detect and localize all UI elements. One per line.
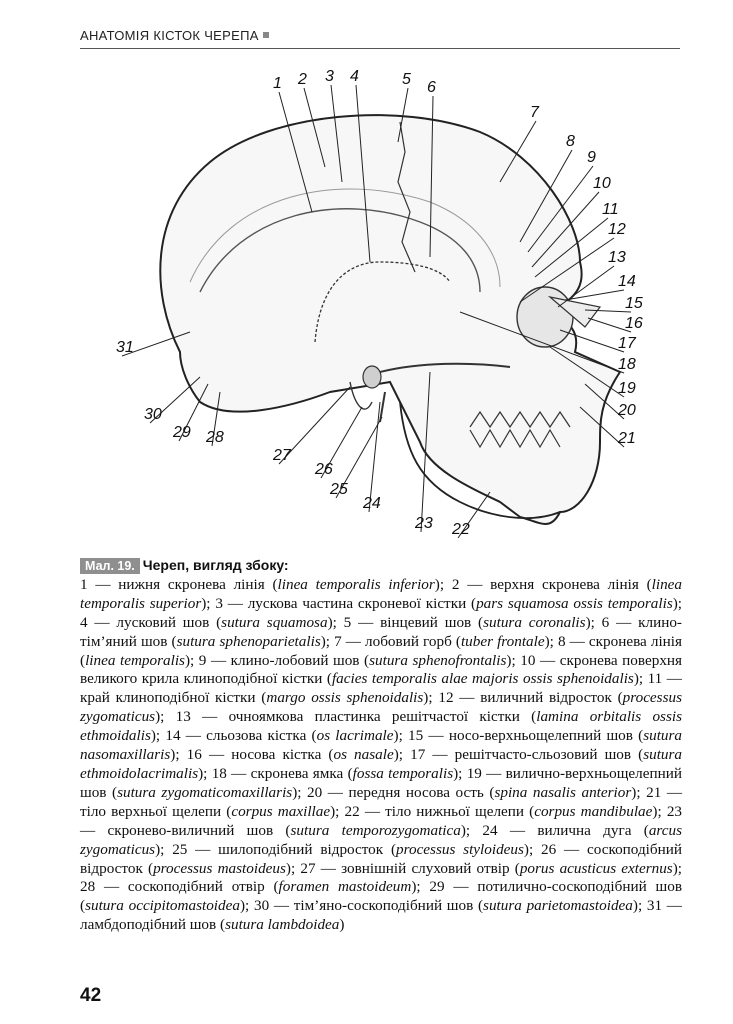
- legend-term-latin: sutura zygomaticomaxillaris: [117, 783, 293, 801]
- legend-separator: );: [330, 802, 345, 820]
- legend-separator: );: [170, 746, 187, 764]
- legend-number: 17: [410, 746, 426, 764]
- legend-separator: );: [155, 840, 173, 858]
- legend-term-ua: — виличний відросток (: [453, 689, 623, 707]
- legend-separator: );: [506, 651, 521, 669]
- legend-separator: );: [393, 746, 411, 764]
- legend-item: [199, 652, 520, 669]
- legend-term-latin: processus zygomaticus: [80, 689, 682, 726]
- styloid-process: [380, 392, 385, 422]
- legend-separator: );: [423, 689, 439, 707]
- legend-number: 31: [646, 897, 663, 915]
- figure-label: 8: [566, 133, 575, 150]
- legend-separator: );: [453, 764, 467, 782]
- legend-number: 25: [172, 840, 188, 858]
- legend-term-ua: — шилоподібний відросток (: [187, 840, 397, 858]
- legend-term-latin: sutura lambdoidea: [225, 916, 340, 934]
- legend-term-latin: sutura coronalis: [483, 613, 586, 631]
- legend-separator: );: [523, 840, 542, 858]
- figure-label: 31: [116, 339, 134, 356]
- figure-label: 5: [402, 71, 411, 88]
- figure-label: 3: [325, 68, 334, 85]
- figure-label: 17: [618, 335, 636, 352]
- legend-item: [187, 746, 410, 763]
- running-head-text: АНАТОМІЯ КІСТОК ЧЕРЕПА: [80, 28, 259, 43]
- legend-term-ua: — верхня скронева лінія (: [459, 575, 652, 593]
- legend-term-ua: — очноямкова пластинка решітчастої кістки (: [190, 708, 537, 726]
- legend-term-ua: — соскоподібний отвір (: [95, 878, 279, 896]
- legend-separator: );: [585, 613, 602, 631]
- figure-label: 23: [415, 515, 433, 532]
- legend-term-ua: — тіло верхньої щелепи (: [80, 783, 683, 820]
- legend-term-ua: — лусковий шов (: [87, 613, 222, 631]
- legend-number: 28: [80, 878, 96, 896]
- running-head-square-icon: [263, 32, 269, 38]
- legend-term-latin: foramen mastoideum: [278, 878, 412, 896]
- legend-separator: );: [184, 651, 199, 669]
- legend-number: 26: [541, 840, 557, 858]
- legend-term-ua: — клино-лобовий шов (: [206, 651, 370, 669]
- legend-item: [254, 897, 647, 914]
- legend-term-latin: os lacrimale: [316, 727, 394, 745]
- running-head: [80, 28, 680, 49]
- legend-separator: );: [155, 708, 176, 726]
- figure-label: 20: [618, 402, 636, 419]
- legend-term-latin: sutura squamosa: [221, 613, 328, 631]
- legend-term-ua: — носо-верхньощелепний шов (: [423, 727, 644, 745]
- legend-term-ua: — нижня скронева лінія (: [87, 575, 278, 593]
- legend-term-latin: corpus maxillae: [231, 802, 331, 820]
- figure-label: 10: [593, 175, 611, 192]
- legend-term-ua: — носова кістка (: [201, 746, 334, 764]
- legend-number: 20: [307, 783, 323, 801]
- legend-number: 11: [647, 670, 663, 688]
- legend-separator: );: [239, 897, 254, 915]
- legend-separator: );: [672, 594, 683, 612]
- legend-item: [80, 614, 344, 631]
- figure-label: 28: [206, 429, 224, 446]
- legend-term-latin: lamina orbitalis ossis ethmoidalis: [80, 708, 682, 745]
- legend-term-ua: — передня носова ость (: [322, 783, 495, 801]
- legend-separator: );: [327, 613, 344, 631]
- legend-separator: );: [460, 821, 483, 839]
- figure-label: 22: [452, 521, 470, 538]
- legend-term-latin: spina nasalis anterior: [494, 783, 632, 801]
- legend-number: 12: [438, 689, 454, 707]
- legend-term-ua: — лобовий горб (: [341, 632, 461, 650]
- legend-term-ua: — вінцевий шов (: [351, 613, 484, 631]
- legend-item: [80, 878, 429, 895]
- legend-number: 30: [253, 897, 270, 915]
- legend-separator: );: [633, 670, 648, 688]
- legend-separator: );: [320, 632, 335, 650]
- legend-term-latin: fossa temporalis: [352, 764, 454, 782]
- figure-label: 6: [427, 79, 436, 96]
- legend-term-ua: — скронева лінія (: [80, 632, 682, 669]
- legend-term-latin: pars squamosa ossis temporalis: [476, 594, 673, 612]
- legend-term-ua: — лускова частина скроневої кістки (: [222, 594, 477, 612]
- legend-term-latin: sutura ethmoidolacrimalis: [80, 746, 683, 782]
- legend-separator: );: [198, 764, 212, 782]
- legend-number: 19: [466, 764, 482, 782]
- figure-label: 12: [608, 221, 626, 238]
- legend-number: 2: [451, 575, 460, 593]
- legend-number: 22: [344, 802, 360, 820]
- legend-separator: );: [434, 575, 452, 593]
- legend-term-latin: os nasale: [333, 746, 394, 764]
- figure-label: 27: [273, 447, 291, 464]
- legend-term-latin: processus styloideus: [396, 840, 524, 858]
- legend-term-ua: — скронево-виличний шов (: [80, 821, 291, 839]
- legend-term-ua: — скронева ямка (: [226, 764, 353, 782]
- legend-separator: );: [393, 727, 409, 745]
- legend-separator: ): [339, 916, 345, 934]
- figure-title: Череп, вигляд збоку:: [142, 557, 289, 573]
- legend-separator: );: [632, 897, 647, 915]
- figure-label: 1: [273, 75, 282, 92]
- legend-term-latin: tuber frontale: [460, 632, 545, 650]
- legend-separator: );: [150, 727, 166, 745]
- figure-label: 18: [618, 356, 636, 373]
- legend-number: 29: [429, 878, 445, 896]
- legend-separator: );: [285, 859, 301, 877]
- legend-number: 7: [334, 632, 342, 650]
- figure-label: 25: [330, 481, 348, 498]
- legend-number: 4: [80, 613, 88, 631]
- legend-item: [300, 860, 682, 877]
- legend-term-latin: linea temporalis superior: [80, 575, 682, 612]
- figure-label: 24: [363, 495, 381, 512]
- figure-label: 30: [144, 406, 162, 423]
- figure-label: 7: [530, 104, 539, 121]
- legend-item: [165, 727, 408, 744]
- legend-number: 16: [186, 746, 202, 764]
- legend-item: [334, 633, 558, 650]
- skull-figure: [80, 62, 680, 552]
- page-number: 42: [80, 985, 102, 1006]
- figure-label: 29: [173, 424, 191, 441]
- legend-item: [80, 576, 452, 593]
- legend-term-latin: facies temporalis alae majoris ossis sphenoidalis: [331, 670, 634, 688]
- legend-term-latin: arcus zygomaticus: [80, 821, 682, 858]
- legend-item: [212, 765, 467, 782]
- legend-term-ua: — соскоподібний відросток (: [80, 840, 683, 877]
- legend-term-ua: — зовнішній слуховий отвір (: [315, 859, 520, 877]
- legend-number: 3: [215, 594, 223, 612]
- legend-term-ua: — решітчасто-сльозовий шов (: [425, 746, 644, 764]
- legend-item: [307, 784, 646, 801]
- legend-term-ua: — тіло нижньої щелепи (: [359, 802, 535, 820]
- figure-label: 26: [315, 461, 333, 478]
- figure-label: 2: [298, 71, 307, 88]
- legend-term-ua: — вилична дуга (: [497, 821, 649, 839]
- legend-number: 9: [198, 651, 207, 669]
- legend-number: 18: [211, 764, 227, 782]
- legend-term-latin: sutura parietomastoidea: [483, 897, 633, 915]
- legend-item: [344, 614, 602, 631]
- orbit: [517, 287, 573, 347]
- figure-label: 16: [625, 315, 643, 332]
- legend-item: [215, 595, 682, 612]
- legend-term-latin: sutura occipitomastoidea: [85, 897, 240, 915]
- legend-separator: );: [652, 802, 667, 820]
- skull-illustration: [80, 62, 680, 552]
- legend-number: 10: [520, 651, 536, 669]
- legend-term-ua: — тім’яно-соскоподібний шов (: [269, 897, 484, 915]
- legend-separator: );: [672, 859, 683, 877]
- legend-number: 1: [80, 575, 88, 593]
- legend-separator: );: [544, 632, 558, 650]
- legend-number: 6: [601, 613, 610, 631]
- legend-term-latin: processus mastoideus: [153, 859, 286, 877]
- figure-label: 19: [618, 380, 636, 397]
- legend-term-latin: margo ossis sphenoidalis: [266, 689, 424, 707]
- legend-item: [172, 841, 541, 858]
- legend-list: [80, 576, 682, 933]
- legend-term-latin: sutura temporozygomatica: [290, 821, 461, 839]
- legend-number: 5: [343, 613, 352, 631]
- legend-term-ua: — сльозова кістка (: [180, 727, 317, 745]
- legend-term-latin: sutura sphenofrontalis: [369, 651, 507, 669]
- legend-term-latin: linea temporalis: [85, 651, 185, 669]
- figure-label: 11: [602, 201, 619, 218]
- acoustic-meatus: [363, 366, 381, 388]
- figure-label: 14: [618, 273, 636, 290]
- legend-term-ua: — клино-тім’яний шов (: [80, 613, 682, 650]
- figure-label: 13: [608, 249, 626, 266]
- legend-number: 14: [165, 727, 181, 745]
- legend-term-latin: corpus mandibulae: [534, 802, 653, 820]
- legend-separator: );: [201, 594, 216, 612]
- legend-term-ua: — край клиноподібної кістки (: [80, 670, 682, 707]
- legend-number: 8: [557, 632, 566, 650]
- legend-term-latin: sutura sphenoparietalis: [176, 632, 321, 650]
- legend-term-latin: sutura nasomaxillaris: [80, 727, 683, 764]
- legend-term-ua: — скронева поверхня великого крила клиноподібної кістки (: [80, 651, 683, 688]
- legend-number: 21: [646, 783, 662, 801]
- figure-label: 15: [625, 295, 643, 312]
- figure-label: 9: [587, 149, 596, 166]
- figure-tag: Мал. 19.: [80, 558, 140, 574]
- legend-number: 24: [482, 821, 498, 839]
- legend-separator: );: [411, 878, 430, 896]
- legend-number: 15: [408, 727, 424, 745]
- legend-separator: );: [292, 783, 308, 801]
- legend-term-latin: linea temporalis inferior: [277, 575, 435, 593]
- legend-term-ua: — потилично-соскоподібний шов (: [80, 878, 682, 915]
- figure-label: 4: [350, 68, 359, 85]
- legend-term-ua: — ламбдоподібний шов (: [80, 897, 682, 934]
- legend-item: [345, 803, 667, 820]
- legend-term-ua: — вилично-верхньощелепний шов (: [80, 764, 682, 801]
- legend-number: 23: [666, 802, 682, 820]
- legend-term-latin: porus acusticus externus: [519, 859, 673, 877]
- figure-caption: [80, 556, 682, 935]
- legend-number: 27: [300, 859, 316, 877]
- figure-label: 21: [618, 430, 636, 447]
- legend-number: 13: [175, 708, 191, 726]
- legend-separator: );: [631, 783, 647, 801]
